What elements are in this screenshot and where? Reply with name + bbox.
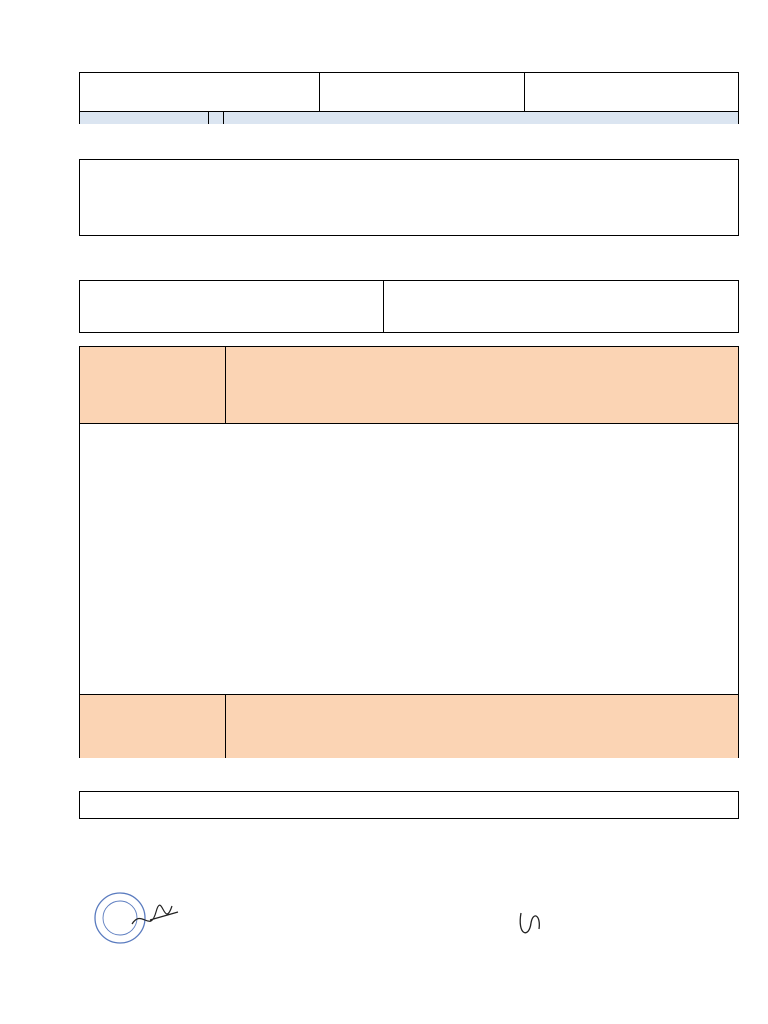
pendahuluan-row — [80, 347, 738, 424]
kegiatan-table — [79, 346, 739, 758]
inti-spacer — [80, 423, 108, 694]
media-cell — [80, 281, 384, 332]
header-table — [79, 72, 739, 124]
header-col-kd — [525, 73, 738, 111]
stamp-signature-image — [92, 890, 202, 946]
header-col-kelas — [320, 73, 525, 111]
tujuan-box — [79, 159, 739, 236]
penutup-row — [80, 694, 738, 758]
stamp-inner-ring — [103, 901, 137, 935]
penilaian-box — [79, 791, 739, 819]
media-box — [79, 280, 739, 333]
colon — [208, 111, 224, 124]
alat-cell — [384, 281, 738, 332]
stamp-outer-ring — [95, 893, 145, 943]
penutup-label-cell — [80, 695, 226, 758]
guru-signature-initial — [520, 913, 539, 933]
pendahuluan-label-cell — [80, 347, 226, 423]
materi-row — [80, 111, 738, 124]
kepala-signature-stroke — [132, 905, 178, 924]
guru-signature-image — [515, 905, 625, 945]
header-col-sekolah — [80, 73, 320, 111]
